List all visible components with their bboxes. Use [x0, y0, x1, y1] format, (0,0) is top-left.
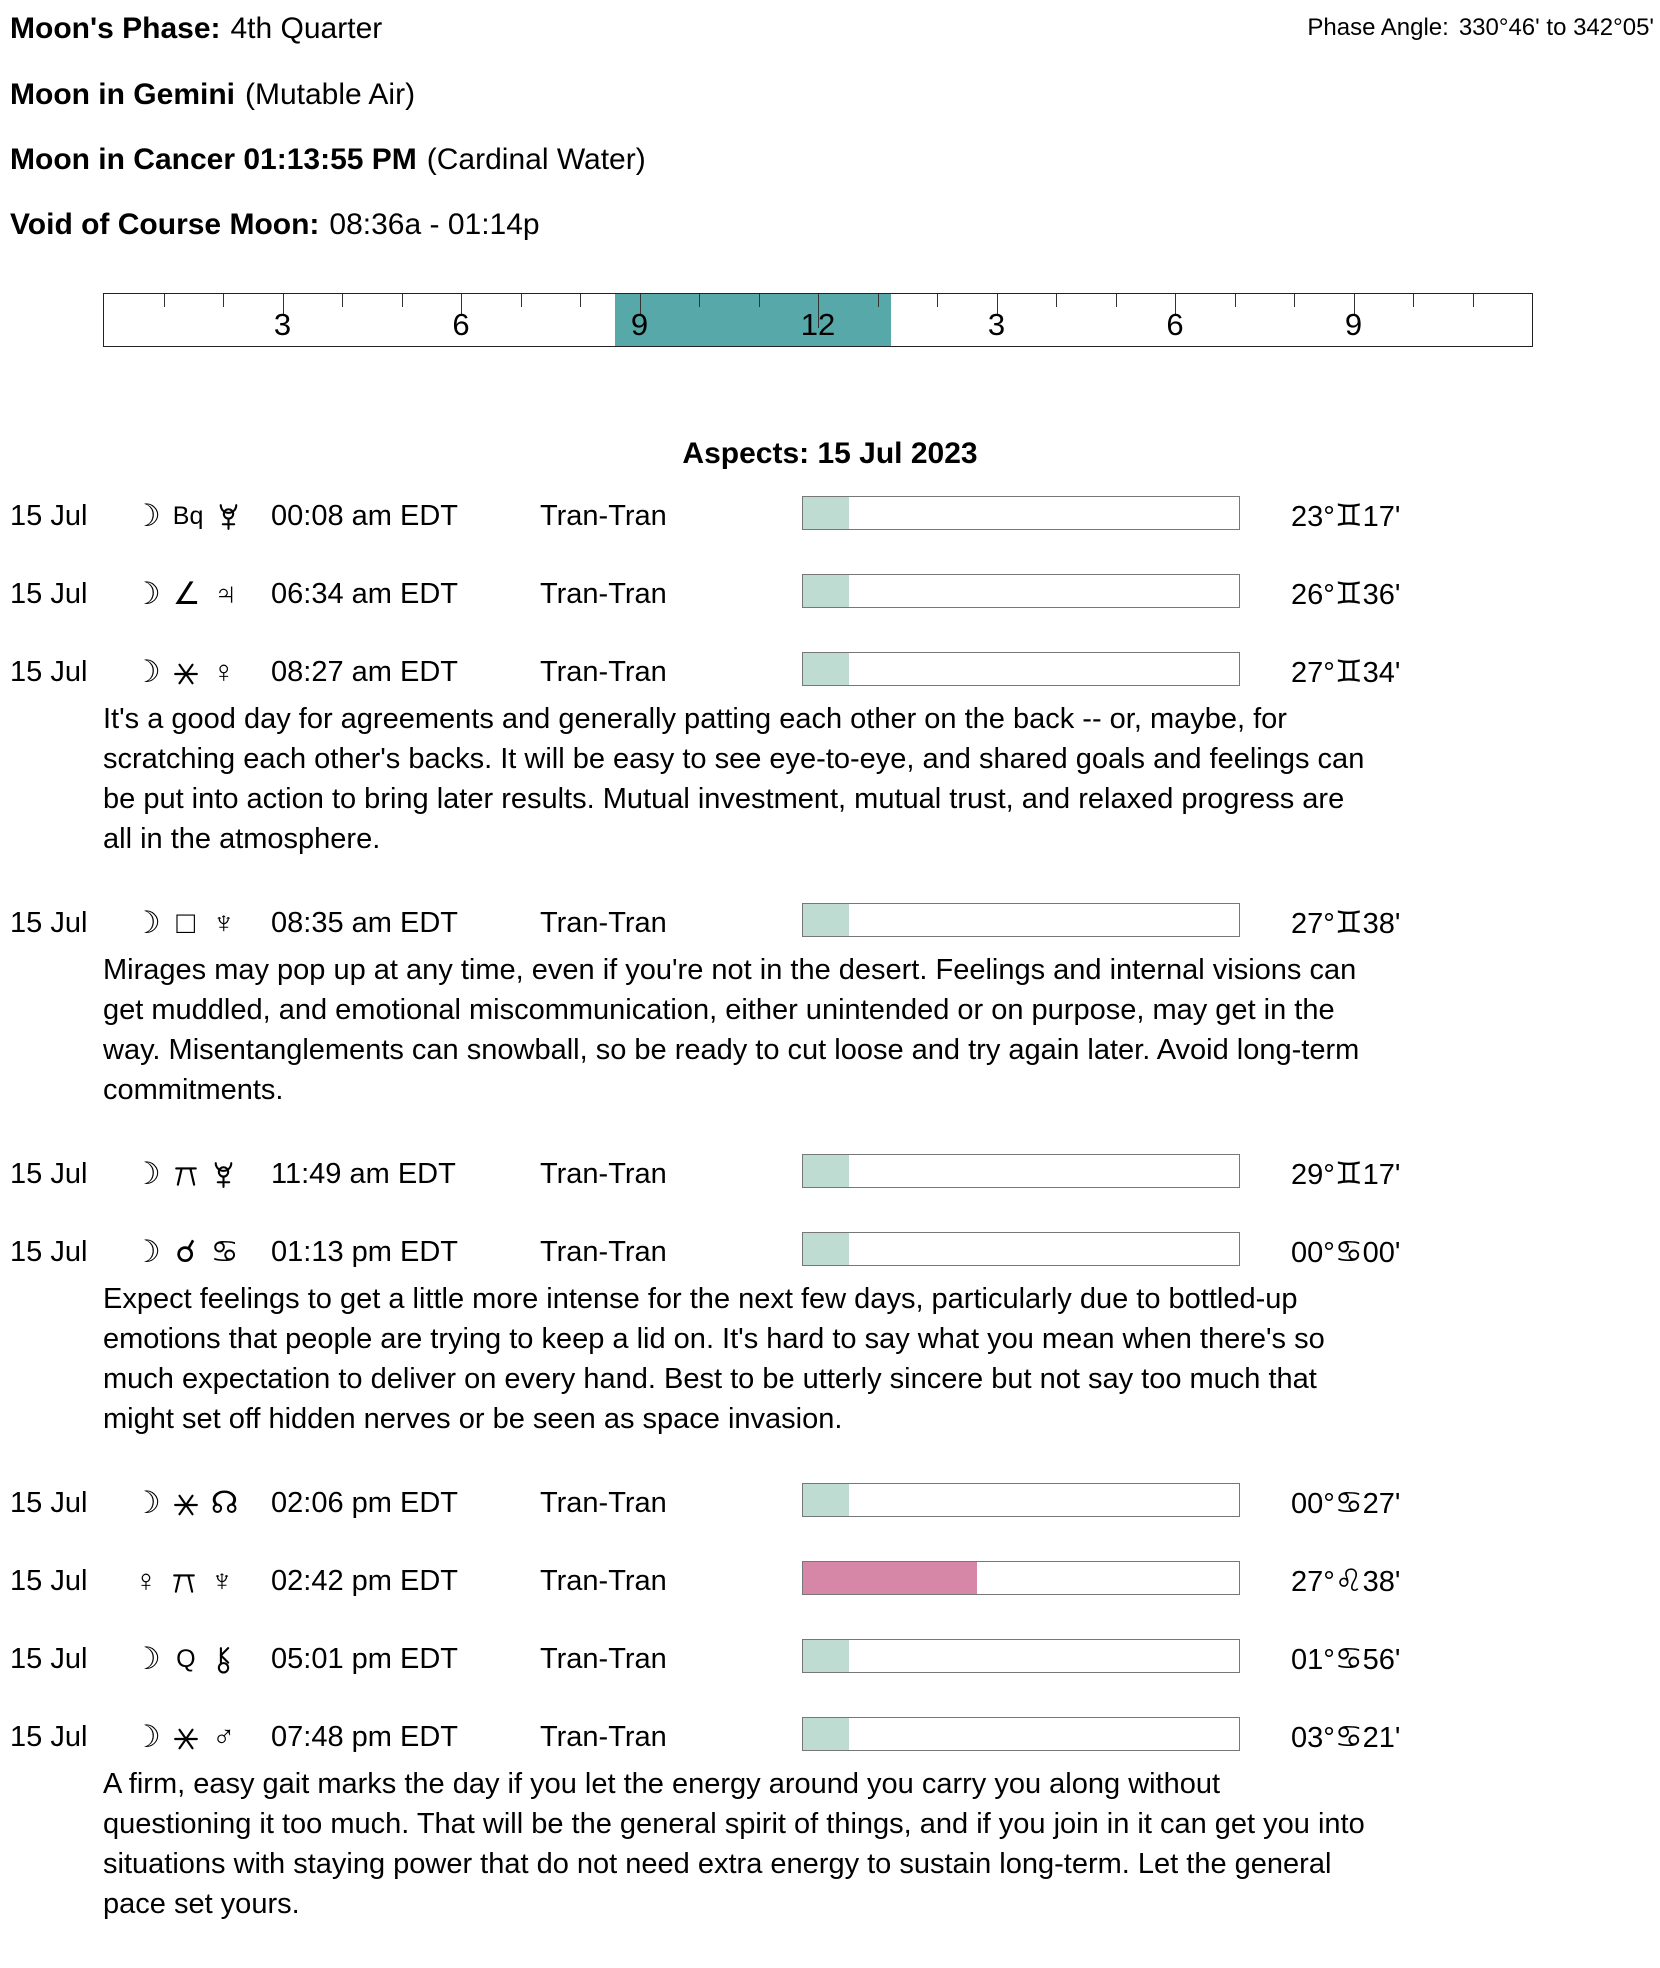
- orb-bar: [802, 496, 1240, 530]
- jupiter-icon: ♃: [213, 576, 238, 611]
- hour-tick: [699, 294, 700, 307]
- aspect-time: 05:01 pm EDT: [271, 1643, 458, 1675]
- aspects-title: Aspects: 15 Jul 2023: [682, 437, 978, 470]
- venus-icon: ♀: [134, 1563, 158, 1598]
- hour-tick: [878, 294, 879, 307]
- aspect-position: 23°♊17': [1291, 498, 1401, 533]
- hour-tick: [1294, 294, 1295, 307]
- orb-bar: [802, 1639, 1240, 1673]
- biquintile-icon: Bq: [172, 502, 204, 530]
- aspect-type: Tran-Tran: [540, 907, 667, 939]
- venus-icon: ♀: [212, 654, 236, 689]
- aspect-time: 02:06 pm EDT: [271, 1487, 458, 1519]
- orb-bar-fill: [803, 653, 849, 685]
- cancer-sign-icon: ♋: [1334, 1234, 1363, 1269]
- aspect-interpretation: Expect feelings to get a little more intense for the next few days, particularly due to bottled-up emotions that people are trying to keep a lid on. It's hard to say what you mean when there's so much expectation to deliver on every hand. Best to be utterly sincere but not say too much that might set off hidden nerves or be seen as space invasion.: [103, 1283, 1325, 1435]
- aspect-type: Tran-Tran: [540, 578, 667, 610]
- aspect-interpretation: It's a good day for agreements and generally patting each other on the back -- or, maybe, for scratching each other's backs. It will be easy to see eye-to-eye, and shared goals and feelings can be put into action to bring later results. Mutual investment, mutual trust, and relaxed progress are all in the atmosphere.: [103, 703, 1365, 855]
- aspect-date: 15 Jul: [10, 578, 88, 610]
- aspect-date: 15 Jul: [10, 1236, 88, 1268]
- hour-tick: [1235, 294, 1236, 307]
- aspect-date: 15 Jul: [10, 656, 88, 688]
- semisquare-icon: ∠: [172, 576, 201, 611]
- aspect-glyphs: [133, 574, 239, 614]
- orb-bar-fill: [803, 575, 849, 607]
- hour-tick: [223, 294, 224, 307]
- aspect-time: 02:42 pm EDT: [271, 1565, 458, 1597]
- orb-bar-fill: [803, 1233, 849, 1265]
- orb-bar: [802, 1232, 1240, 1266]
- hour-label: 9: [1344, 307, 1363, 342]
- hour-tick: [1473, 294, 1474, 307]
- hour-tick: [402, 294, 403, 307]
- gemini-sign-icon: ♊: [1334, 1156, 1363, 1191]
- moon-icon: ☽: [133, 905, 161, 940]
- moon-ingress-element: (Cardinal Water): [426, 143, 646, 176]
- phase-angle-value: 330°46' to 342°05': [1458, 14, 1654, 41]
- pluto-icon: [211, 1154, 237, 1194]
- aspect-row: [0, 1561, 1660, 1601]
- hour-tick: [759, 294, 760, 307]
- aspect-position: 26°♊36': [1291, 576, 1401, 611]
- voc-label: Void of Course Moon:: [10, 208, 320, 241]
- aspect-glyphs: [133, 1639, 237, 1679]
- cancer-icon: ♋: [210, 1234, 239, 1269]
- aspect-position: 00°♋27': [1291, 1485, 1401, 1520]
- orb-bar: [802, 903, 1240, 937]
- voc-value: 08:36a - 01:14p: [329, 208, 540, 241]
- orb-bar-fill: [803, 1155, 849, 1187]
- orb-bar-fill: [803, 1718, 849, 1750]
- aspect-interpretation: A firm, easy gait marks the day if you let the energy around you carry you along without questioning it too much. That will be the general spirit of things, and if you join in it can get you into situations with staying power that do not need extra energy to sustain long-term. Let the general pace set yours.: [103, 1768, 1365, 1920]
- hour-tick: [521, 294, 522, 307]
- quintile-icon: Q: [176, 1645, 196, 1673]
- hour-label: 6: [1166, 307, 1184, 342]
- aspect-position: 27°♊34': [1291, 654, 1401, 689]
- moon-icon: ☽: [133, 498, 161, 533]
- hour-tick: [1056, 294, 1057, 307]
- aspect-date: 15 Jul: [10, 1158, 88, 1190]
- mars-icon: ♂: [212, 1719, 236, 1754]
- aspect-type: Tran-Tran: [540, 656, 667, 688]
- moon-icon: ☽: [133, 1234, 161, 1269]
- moons-phase-line: [10, 12, 382, 46]
- aspect-type: Tran-Tran: [540, 1721, 667, 1753]
- hour-tick: [164, 294, 165, 307]
- moon-icon: ☽: [133, 1719, 161, 1754]
- aspect-row: [0, 1154, 1660, 1194]
- pluto-icon: [215, 496, 241, 536]
- moon-icon: ☽: [133, 654, 161, 689]
- hour-tick: [937, 294, 938, 307]
- aspect-type: Tran-Tran: [540, 1565, 667, 1597]
- aspect-interpretation: Mirages may pop up at any time, even if you're not in the desert. Feelings and internal visions can get muddled, and emotional miscommunication, either unintended or on purpose, may get in the way. Misentanglements can snowball, so be ready to cut loose and try again later. Avoid long-term commitments.: [103, 954, 1360, 1106]
- aspect-glyphs: [133, 496, 241, 536]
- aspect-glyphs: [133, 1483, 238, 1523]
- aspect-glyphs: [133, 1154, 237, 1194]
- node-icon: ☊: [210, 1485, 239, 1520]
- aspect-position: 27°♊38': [1291, 905, 1401, 940]
- aspect-row: [0, 574, 1660, 614]
- moon-icon: ☽: [133, 1156, 161, 1191]
- aspect-time: 08:35 am EDT: [271, 907, 458, 939]
- leo-sign-icon: ♌: [1334, 1563, 1363, 1598]
- aspect-type: Tran-Tran: [540, 1487, 667, 1519]
- aspect-date: 15 Jul: [10, 1643, 88, 1675]
- aspect-list: [0, 496, 1660, 1924]
- square-icon: □: [176, 905, 196, 940]
- aspect-position: 29°♊17': [1291, 1156, 1401, 1191]
- aspect-glyphs: [133, 1232, 239, 1272]
- hour-label: 6: [452, 307, 470, 342]
- orb-bar: [802, 1483, 1240, 1517]
- cancer-sign-icon: ♋: [1334, 1641, 1363, 1676]
- aspect-glyphs: [133, 1561, 235, 1601]
- phase-angle-label: Phase Angle:: [1307, 14, 1449, 41]
- cancer-sign-icon: ♋: [1334, 1485, 1363, 1520]
- sextile-icon: [173, 1483, 199, 1523]
- voc-highlight-region: [615, 294, 891, 346]
- aspect-position: 27°♌38': [1291, 1563, 1401, 1598]
- orb-bar-fill: [803, 904, 849, 936]
- sextile-icon: [173, 652, 199, 692]
- aspect-type: Tran-Tran: [540, 500, 667, 532]
- aspect-glyphs: [133, 1717, 237, 1757]
- gemini-sign-icon: ♊: [1334, 905, 1363, 940]
- neptune-icon: ♆: [210, 1563, 234, 1598]
- hour-tick: [342, 294, 343, 307]
- gemini-sign-icon: ♊: [1334, 576, 1363, 611]
- hour-tick: [580, 294, 581, 307]
- moons-phase-label: Moon's Phase:: [10, 12, 221, 45]
- hour-tick: [1413, 294, 1414, 307]
- chiron-icon: [211, 1639, 237, 1679]
- aspect-row: [0, 1717, 1660, 1757]
- orb-bar-fill: [803, 1640, 849, 1672]
- aspect-row: [0, 1639, 1660, 1679]
- aspect-time: 07:48 pm EDT: [271, 1721, 458, 1753]
- aspect-date: 15 Jul: [10, 1487, 88, 1519]
- aspect-time: 08:27 am EDT: [271, 656, 458, 688]
- hour-label: 3: [987, 307, 1006, 342]
- aspect-date: 15 Jul: [10, 500, 88, 532]
- aspect-time: 11:49 am EDT: [271, 1158, 456, 1190]
- aspect-type: Tran-Tran: [540, 1236, 667, 1268]
- moon-ingress-line: [10, 143, 646, 177]
- phase-angle-line: [1307, 14, 1654, 42]
- aspect-row: [0, 652, 1660, 692]
- orb-bar-fill: [803, 497, 849, 529]
- conjunction-icon: ☌: [175, 1234, 197, 1269]
- aspect-row: [0, 903, 1660, 943]
- aspect-type: Tran-Tran: [540, 1158, 667, 1190]
- aspect-glyphs: [133, 903, 237, 943]
- aspect-date: 15 Jul: [10, 1565, 88, 1597]
- sextile-icon: [173, 1717, 199, 1757]
- orb-bar-fill: [803, 1484, 849, 1516]
- orb-bar: [802, 1154, 1240, 1188]
- aspect-type: Tran-Tran: [540, 1643, 667, 1675]
- aspect-row: [0, 496, 1660, 536]
- aspect-time: 00:08 am EDT: [271, 500, 458, 532]
- orb-bar: [802, 1717, 1240, 1751]
- moon-sign-element: (Mutable Air): [245, 78, 416, 111]
- moon-icon: ☽: [133, 1641, 161, 1676]
- aspect-date: 15 Jul: [10, 1721, 88, 1753]
- neptune-icon: ♆: [212, 905, 236, 940]
- aspect-time: 01:13 pm EDT: [271, 1236, 458, 1268]
- aspect-position: 01°♋56': [1291, 1641, 1401, 1676]
- hour-label: 12: [800, 307, 836, 342]
- moon-icon: ☽: [133, 1485, 161, 1520]
- quincunx-icon: [173, 1154, 199, 1194]
- orb-bar-fill: [803, 1562, 977, 1594]
- moon-icon: ☽: [133, 576, 161, 611]
- aspect-date: 15 Jul: [10, 907, 88, 939]
- moons-phase-value: 4th Quarter: [230, 12, 383, 45]
- orb-bar: [802, 574, 1240, 608]
- gemini-sign-icon: ♊: [1334, 498, 1363, 533]
- aspect-position: 00°♋00': [1291, 1234, 1401, 1269]
- hour-label: 9: [630, 307, 649, 342]
- aspect-glyphs: [133, 652, 237, 692]
- aspect-time: 06:34 am EDT: [271, 578, 458, 610]
- cancer-sign-icon: ♋: [1334, 1719, 1363, 1754]
- hour-tick: [1116, 294, 1117, 307]
- voc-line: [10, 208, 540, 242]
- aspects-section: [0, 434, 1660, 1968]
- orb-bar: [802, 1561, 1240, 1595]
- aspect-row: [0, 1483, 1660, 1523]
- moon-sign-line: [10, 78, 415, 112]
- moon-sign-label: Moon in Gemini: [10, 78, 235, 111]
- orb-bar: [802, 652, 1240, 686]
- moon-ingress-label: Moon in Cancer 01:13:55 PM: [10, 143, 417, 176]
- voc-timeline-ruler: [103, 293, 1533, 347]
- gemini-sign-icon: ♊: [1334, 654, 1363, 689]
- quincunx-icon: [171, 1561, 197, 1601]
- hour-label: 3: [273, 307, 292, 342]
- aspect-position: 03°♋21': [1291, 1719, 1401, 1754]
- aspect-row: [0, 1232, 1660, 1272]
